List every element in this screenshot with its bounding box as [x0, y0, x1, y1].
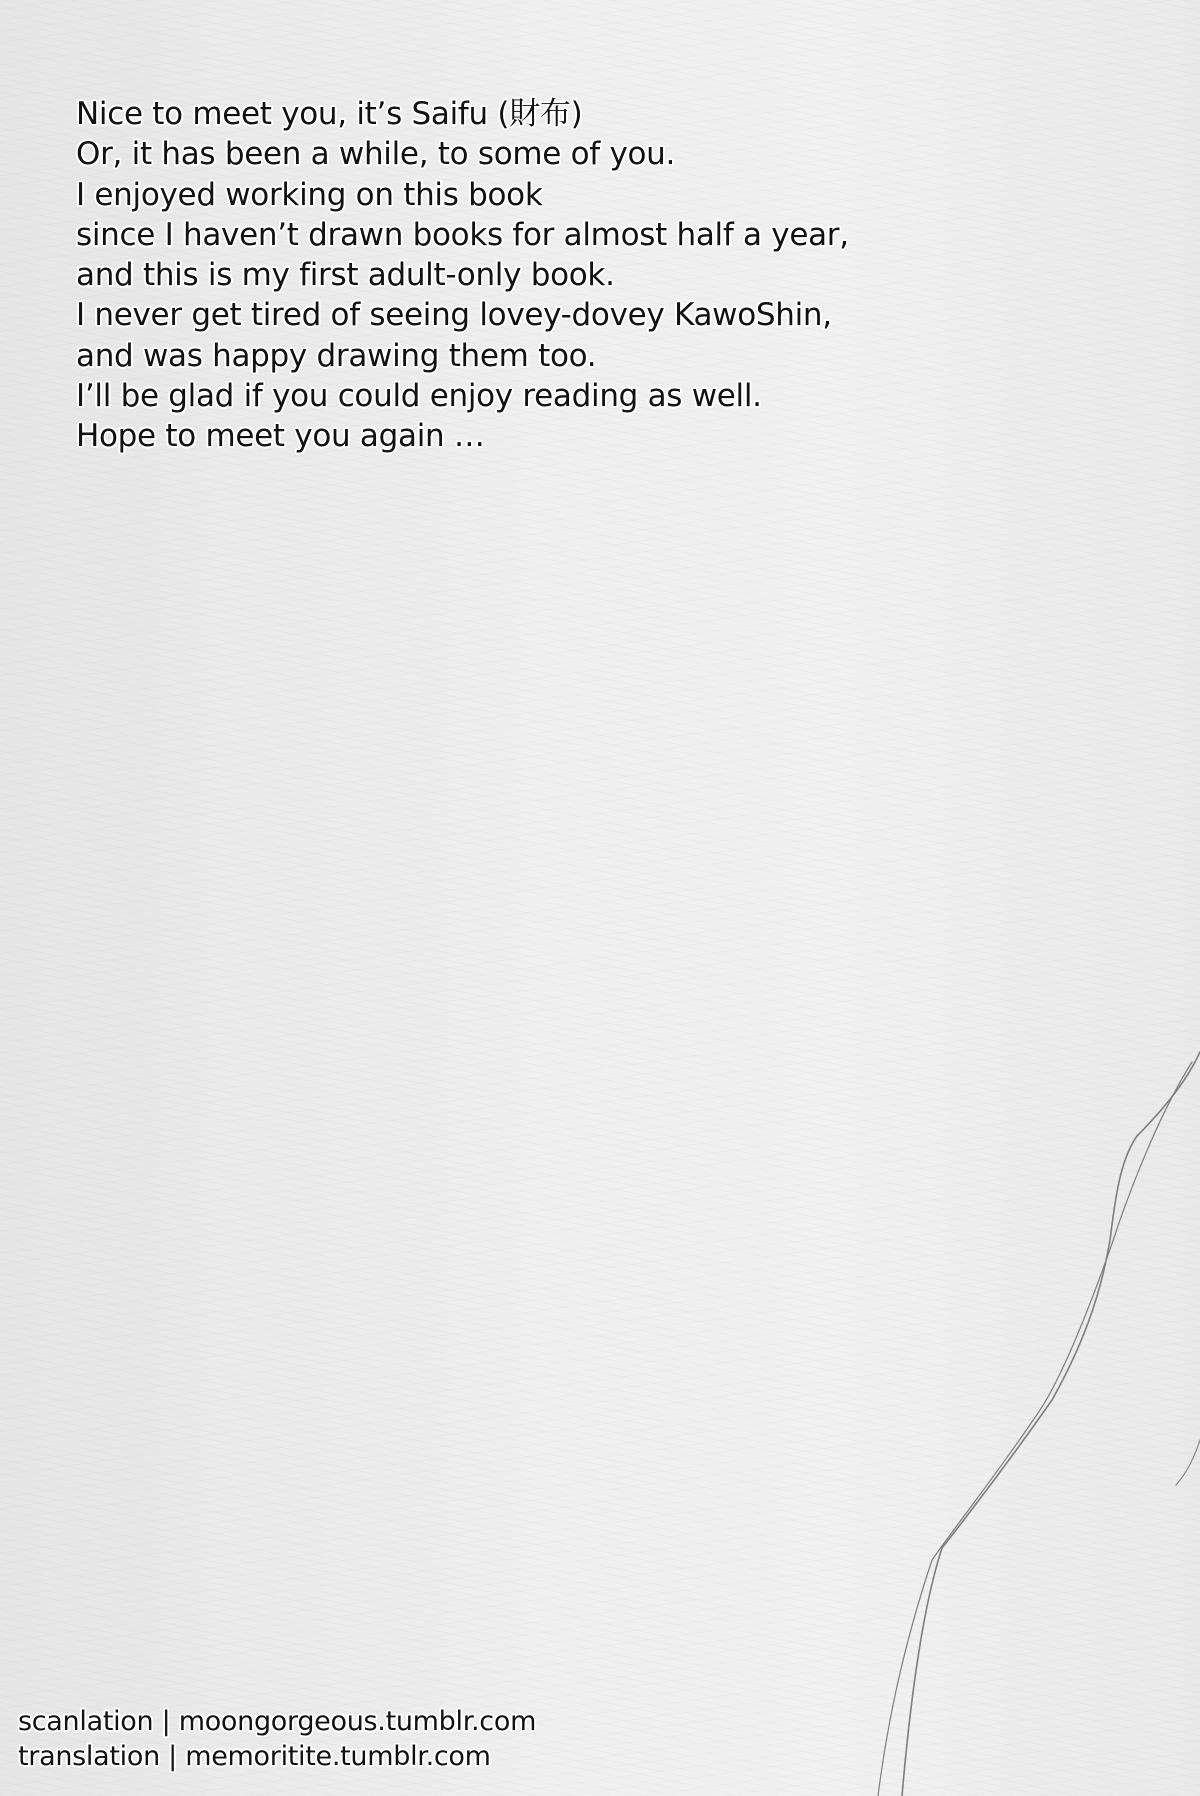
translation-credit: translation | memoritite.tumblr.com	[18, 1741, 491, 1772]
afterword-line: Or, it has been a while, to some of you.	[76, 136, 676, 173]
afterword-line: I enjoyed working on this book	[76, 176, 543, 213]
scanlation-credit: scanlation | moongorgeous.tumblr.com	[18, 1706, 537, 1737]
credits	[18, 1704, 536, 1774]
afterword-line: and this is my first adult-only book.	[76, 257, 615, 294]
sketch-line-outer	[902, 1052, 1200, 1796]
afterword-line: Nice to meet you, it’s Saifu (財布)	[76, 96, 583, 132]
afterword-line: since I haven’t drawn books for almost half a year,	[76, 216, 849, 253]
sketch-line-inner	[878, 1062, 1192, 1796]
afterword-text	[76, 94, 976, 457]
sketch-line-short	[1176, 1440, 1200, 1485]
afterword-line: and was happy drawing them too.	[76, 337, 597, 374]
afterword-line: I never get tired of seeing lovey-dovey KawoShin,	[76, 297, 832, 334]
afterword-line: I’ll be glad if you could enjoy reading as well.	[76, 378, 762, 415]
afterword-line: Hope to meet you again …	[76, 418, 485, 455]
